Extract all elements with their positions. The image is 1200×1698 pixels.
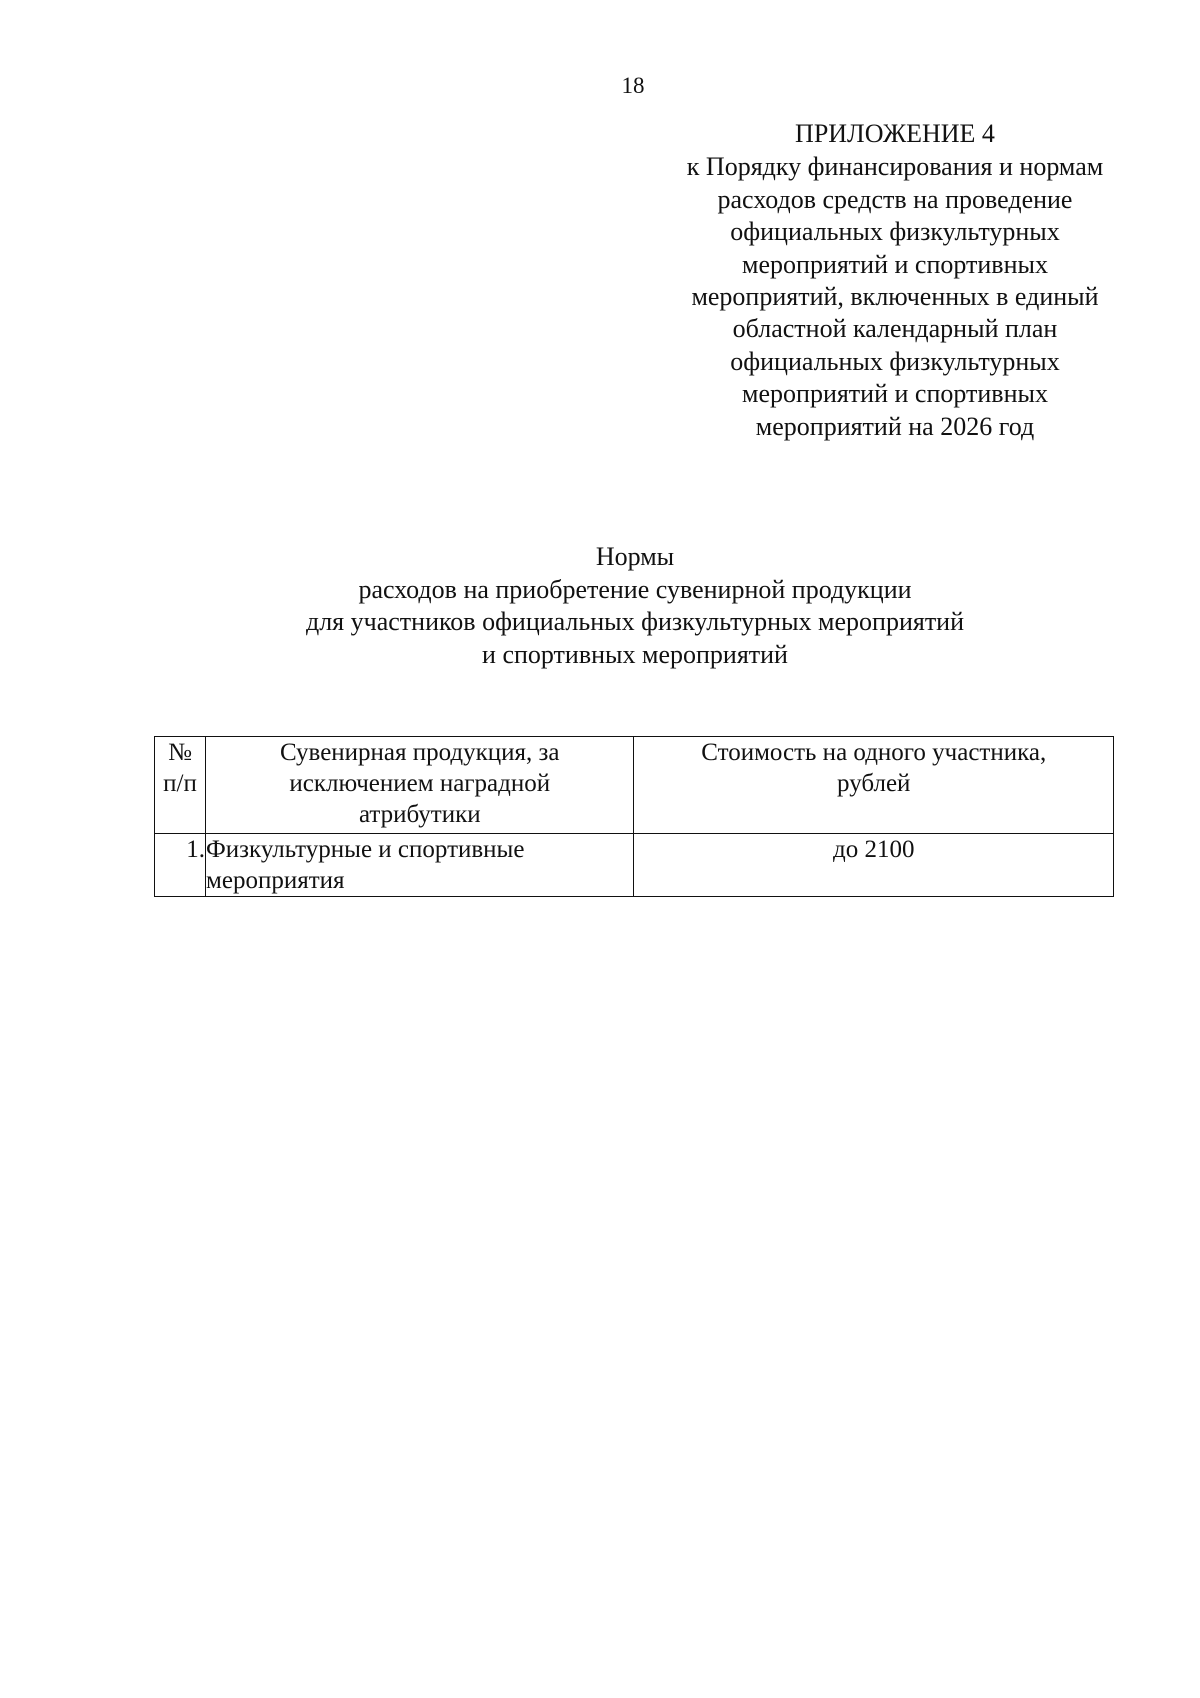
row-num: 1. bbox=[155, 834, 206, 897]
appendix-line: областной календарный план bbox=[732, 314, 1058, 344]
appendix-line: расходов средств на проведение bbox=[717, 184, 1073, 214]
appendix-line: мероприятий на 2026 год bbox=[755, 411, 1035, 441]
appendix-line: к Порядку финансирования и нормам bbox=[686, 152, 1104, 182]
header-product-line: атрибутики bbox=[358, 801, 481, 828]
appendix-line: мероприятий и спортивных bbox=[742, 379, 1048, 409]
page-number: 18 bbox=[621, 73, 645, 98]
appendix-line: мероприятий и спортивных bbox=[742, 249, 1048, 279]
appendix-title: ПРИЛОЖЕНИЕ 4 bbox=[795, 119, 995, 148]
document-title bbox=[150, 541, 1120, 671]
header-product-line: Сувенирная продукция, за bbox=[279, 739, 560, 766]
header-cost-line: рублей bbox=[837, 770, 911, 797]
norms-table bbox=[154, 736, 1114, 897]
row-product-line: мероприятия bbox=[206, 867, 345, 894]
header-num bbox=[155, 737, 206, 834]
document-title-line: Нормы bbox=[595, 542, 675, 571]
document-title-line: и спортивных мероприятий bbox=[482, 639, 788, 669]
row-product-line: Физкультурные и спортивные bbox=[206, 836, 525, 863]
table-header-row bbox=[155, 737, 1114, 834]
appendix-line: официальных физкультурных bbox=[730, 346, 1060, 376]
table-row bbox=[155, 834, 1114, 897]
header-product bbox=[206, 737, 634, 834]
appendix-block bbox=[660, 118, 1130, 443]
header-num-line: п/п bbox=[163, 770, 197, 797]
header-cost bbox=[634, 737, 1114, 834]
header-product-line: исключением наградной bbox=[289, 770, 551, 797]
header-cost-line: Стоимость на одного участника, bbox=[701, 739, 1047, 766]
appendix-line: мероприятий, включенных в единый bbox=[691, 282, 1099, 312]
row-product bbox=[206, 834, 634, 897]
document-title-line: для участников официальных физкультурных мероприятий bbox=[305, 607, 965, 636]
document-title-line: расходов на приобретение сувенирной продукции bbox=[358, 574, 912, 604]
row-cost: до 2100 bbox=[634, 834, 1114, 897]
header-num-line: № bbox=[168, 739, 192, 766]
appendix-line: официальных физкультурных bbox=[730, 217, 1060, 247]
